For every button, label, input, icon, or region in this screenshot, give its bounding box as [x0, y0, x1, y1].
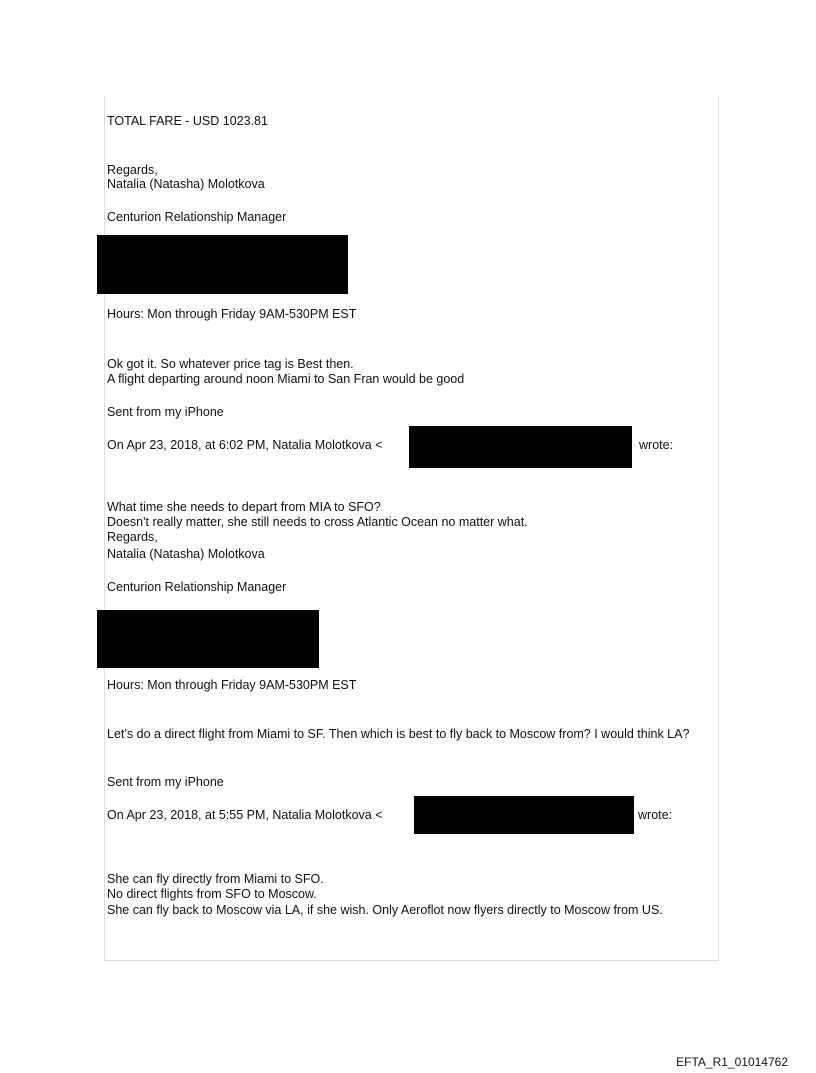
quote-wrote: wrote: [639, 438, 674, 452]
message-body: Let’s do a direct flight from Miami to SF. Then which is best to fly back to Moscow from? I would think LA? [107, 727, 690, 741]
quote-header-bracket: < [375, 438, 383, 452]
signature-regards: Regards, [107, 530, 158, 544]
signature-hours: Hours: Mon through Friday 9AM-530PM EST [107, 678, 357, 692]
sent-from-iphone: Sent from my iPhone [107, 405, 224, 419]
signature-hours: Hours: Mon through Friday 9AM-530PM EST [107, 307, 357, 321]
document-id: EFTA_R1_01014762 [676, 1055, 788, 1069]
quote-header-text: On Apr 23, 2018, at 6:02 PM, Natalia Molotkova [107, 438, 372, 452]
message-line: Doesn't really matter, she still needs to cross Atlantic Ocean no matter what. [107, 515, 528, 529]
quote-wrote: wrote: [638, 808, 673, 822]
signature-name: Natalia (Natasha) Molotkova [107, 177, 265, 191]
total-fare: TOTAL FARE - USD 1023.81 [107, 114, 268, 128]
signature-name: Natalia (Natasha) Molotkova [107, 547, 265, 561]
quote-header: On Apr 23, 2018, at 5:55 PM, Natalia Molotkova < [107, 808, 383, 822]
quote-header [107, 438, 383, 452]
signature-title: Centurion Relationship Manager [107, 210, 287, 224]
message-line: What time she needs to depart from MIA to SFO? [107, 500, 381, 514]
redaction-block [97, 235, 348, 294]
redaction-block [97, 610, 319, 668]
message-line: No direct flights from SFO to Moscow. [107, 887, 317, 901]
message-line: She can fly directly from Miami to SFO. [107, 872, 324, 886]
message-line: She can fly back to Moscow via LA, if she wish. Only Aeroflot now flyers directly to Moscow from US. [107, 903, 663, 917]
signature-title: Centurion Relationship Manager [107, 580, 287, 594]
signature-regards: Regards, [107, 163, 158, 177]
sent-from-iphone: Sent from my iPhone [107, 775, 224, 789]
message-line: Ok got it. So whatever price tag is Best then. [107, 357, 354, 371]
redaction-block [409, 426, 632, 468]
redaction-block [414, 796, 634, 834]
message-line: A flight departing around noon Miami to San Fran would be good [107, 372, 465, 386]
